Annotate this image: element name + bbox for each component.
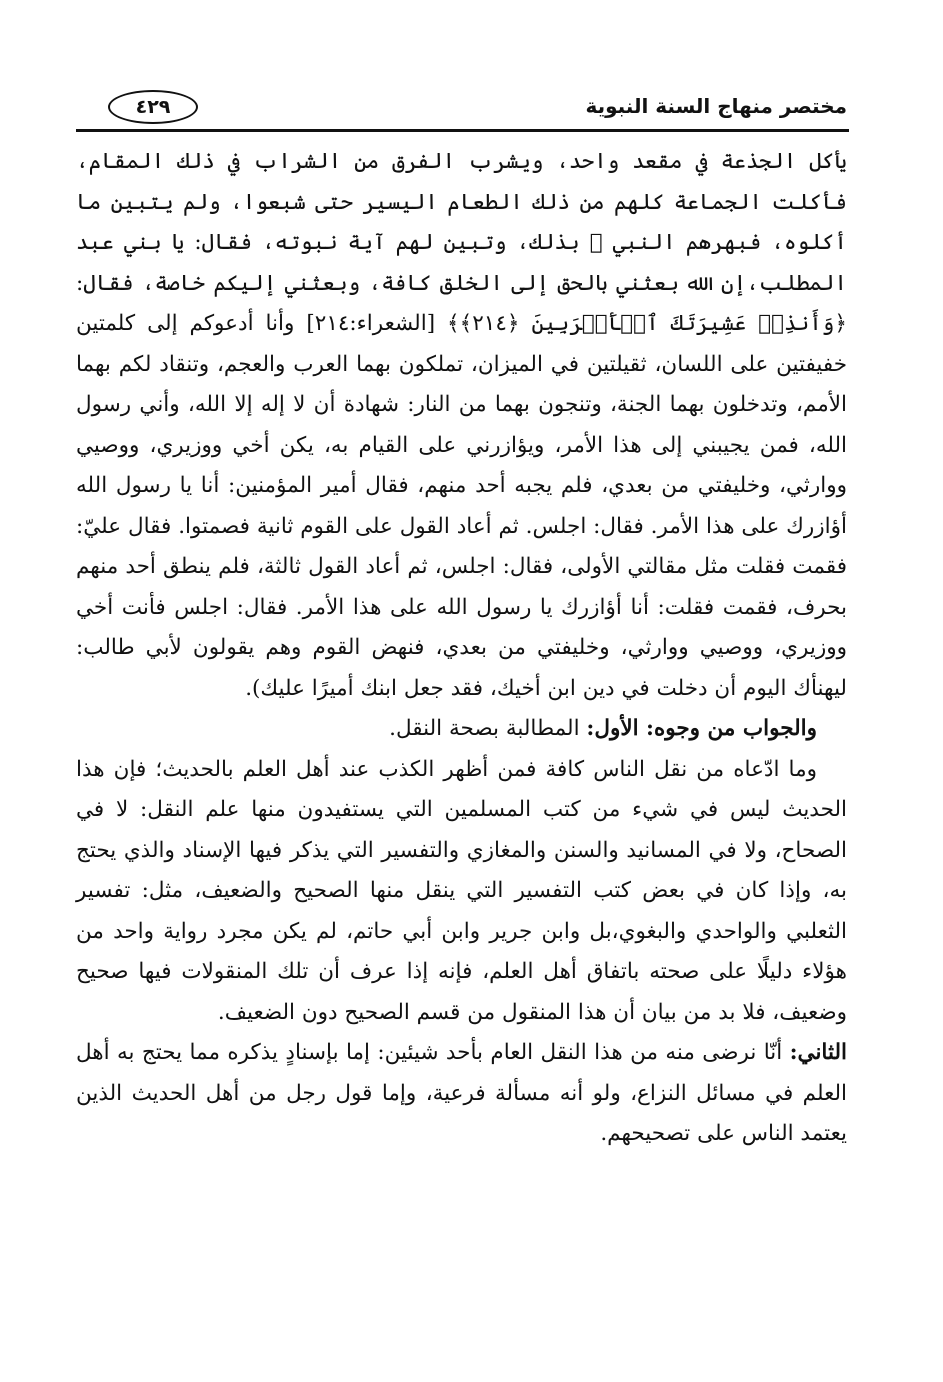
header-rule [76, 129, 849, 132]
running-title: مختصر منهاج السنة النبوية [585, 94, 847, 118]
paragraph-second [76, 1033, 847, 1155]
paragraph-answer-first-lead: والجواب من وجوه: الأول: [586, 716, 817, 741]
page-header [78, 86, 847, 130]
paragraph-second-text: أنّا نرضى منه من هذا النقل العام بأحد شيئين: إما بإسنادٍ يذكره مما يحتج به أهل العلم في مسائل النزاع، ولو أنه مسألة فرعية، وإما قول رجل من أهل الحديث الذين يعتمد الناس على تصحيحهم. [76, 1040, 847, 1146]
paragraph-answer-first [76, 709, 847, 750]
page-number-badge: ٤٢٩ [108, 90, 198, 124]
paragraph-transmission [76, 750, 847, 1034]
paragraph-transmission-text: وما ادّعاه من نقل الناس كافة فمن أظهر الكذب عند أهل العلم بالحديث؛ فإن هذا الحديث ليس في شيء من كتب المسلمين التي يستفيدون منها علم النقل: لا في الصحاح، ولا في المسانيد والسنن والمغازي والتفسير التي يذكر فيها الإسناد والذي يحتج به، وإذا كان في بعض كتب التفسير التي ينقل منها الصحيح والضعيف، مثل: تفسير الثعلبي والواحدي والبغوي،بل وابن جرير وابن أبي حاتم، لم يكن مجرد رواية واحد من هؤلاء دليلًا على صحته باتفاق أهل العلم، فإنه إذا عرف أن تلك المنقولات فيها صحيح وضعيف، فلا بد من بيان أن هذا المنقول من قسم الصحيح دون الضعيف. [76, 756, 847, 1025]
paragraph-narration-text: يأكل الجذعة في مقعد واحد، ويشرب الفرق من الشراب في ذلك المقام، فأكلت الجماعة كلهم من ذلك الطعام اليسير حتى شبعوا، ولم يتبين ما أكلوه، فبهرهم النبي ﷺ بذلك، وتبين لهم آية نبوته، فقال: يا بني عبد المطلب،إن الله بعثني بالحق إلى الخلق كافة، وبعثني إليكم خاصة، فقال: ﴿وَأَنذِرۡ عَشِيرَتَكَ ٱلۡأَقۡرَبِينَ ﴿٢١٤﴾﴾ [الشعراء:٢١٤] وأنا أدعوكم إلى كلمتين خفيفتين على اللسان، ثقيلتين في الميزان، تملكون بهما العرب والعجم، وتنقاد لكم بهما الأمم، وتدخلون بهما الجنة، وتنجون بهما من النار: شهادة أن لا إله إلا الله، وأني رسول الله، فمن يجيبني إلى هذا الأمر، ويؤازرني على القيام به، يكن أخي ووزيري، ووصيي ووارثي، وخليفتي من بعدي، فلم يجبه أحد منهم، فقال أمير المؤمنين: أنا يا رسول الله أؤازرك على هذا الأمر. فقال: اجلس. ثم أعاد القول على القوم ثانية فصمتوا. فقال عليّ: فقمت فقلت مثل مقالتي الأولى، فقال: اجلس، ثم أعاد القول ثالثة، فلم ينطق أحد منهم بحرف، فقمت فقلت: أنا أؤازرك يا رسول الله على هذا الأمر. فقال: اجلس فأنت أخي ووزيري، ووصيي ووارثي، وخليفتي من بعدي، فنهض القوم وهم يقولون لأبي طالب: ليهنأك اليوم أن دخلت في دين ابن أخيك، فقد جعل ابنك أميرًا عليك). [76, 149, 847, 701]
paragraph-second-lead: الثاني: [789, 1040, 847, 1065]
paragraph-answer-first-text: المطالبة بصحة النقل. [389, 716, 587, 741]
paragraph-narration [76, 142, 847, 709]
body-text [76, 142, 847, 1155]
